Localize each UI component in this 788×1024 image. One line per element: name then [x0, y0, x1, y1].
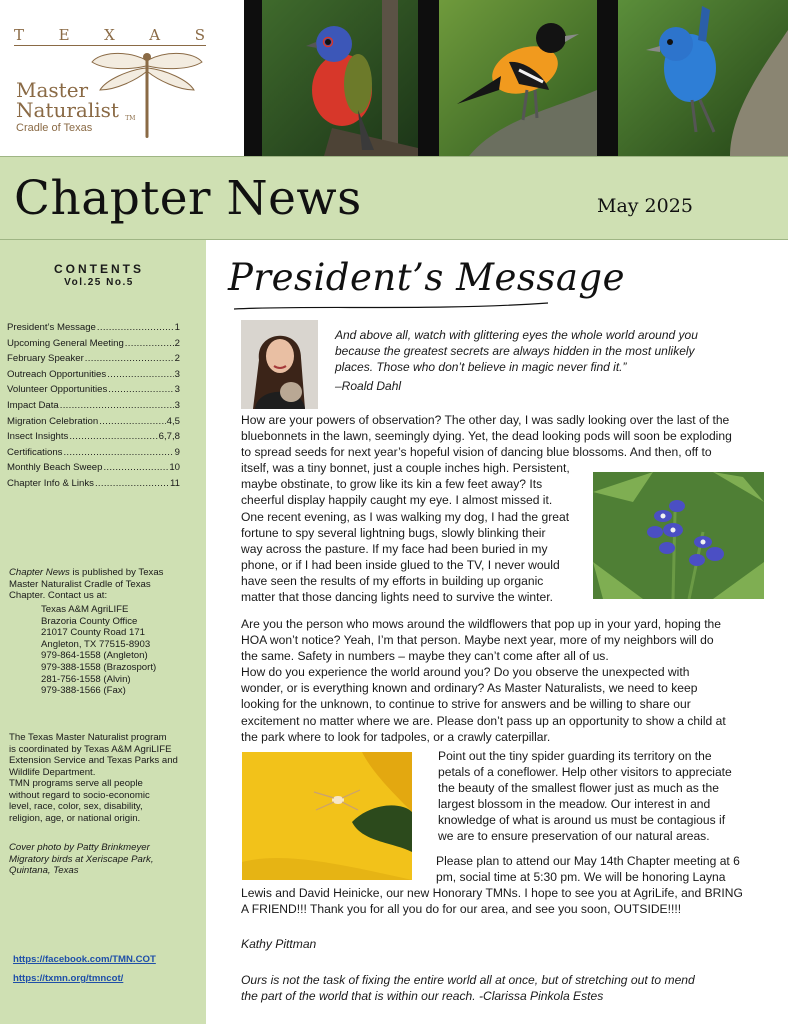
indigo-bunting-photo — [618, 0, 788, 156]
toc-item[interactable]: Volunteer Opportunities ..... 3 — [7, 382, 180, 398]
toc-item[interactable]: Monthly Beach Sweep ..... 10 — [7, 460, 180, 476]
opening-quote: And above all, watch with glittering eyes the whole world around you because the greatest secrets are always hidden in the most unlikely places. Those who don’t believe in magic never find it.” — [335, 328, 698, 374]
quote-attribution: –Roald Dahl — [335, 379, 402, 393]
bluebonnet-photo — [593, 472, 764, 599]
toc-item[interactable]: February Speaker ..... 2 — [7, 351, 180, 367]
logo-chapter: Cradle of Texas — [16, 122, 93, 134]
closing-quote: Ours is not the task of fixing the entire world all at once, but of stretching out to mend the part of the world that is within our reach. -Clarissa Pinkola Estes — [241, 973, 695, 1004]
toc-item[interactable]: Insect Insights ..... 6,7,8 — [7, 429, 180, 445]
article-title: President’s Message — [228, 256, 625, 299]
table-of-contents — [7, 320, 180, 492]
paragraph: How are your powers of observation? The other day, I was sadly looking over the last of the bluebonnets in the lawn, seemingly dying. Yet, the dead looking pods will soon be exploding to spread seeds for next year’s hopeful vision of dancing blue blossoms. And then, off to itself, was a tiny bonnet, just a couple inches high. Persistent, maybe obstinate, to grow like its kin a few feet away? Its cheerful display happily caught my eye. I almost missed it. One recent evening, as I was walking my dog, I had the great fortune to spy several lightning bugs, slowly blinking their way across the pasture. If my face had been buried in my phone, or if I had been inside glued to the TV, I never would have seen the results of my efforts in building up organic matter that those dancing lights need to survive the winter. — [241, 413, 732, 605]
paragraph: Are you the person who mows around the wildflowers that pop up in your yard, hoping the HOA won’t notice? Yeah, I’m that person. Maybe next year, more of my neighbors will do the same. Safety in numbers – maybe they can’t come after all of us. How do you experience the world around you? Do you observe the unexpected with wonder, or is everything known and ordinary? As Master Naturalists, we need to keep looking for the unknown, to continue to strive for answers and be willing to share our excitement no matter where we are. Please don’t pass up an opportunity to show a child at the park where to look for tadpoles, or a crawly caterpillar. — [241, 617, 726, 744]
newsletter-title: Chapter News — [14, 171, 362, 226]
logo-rule — [14, 45, 206, 46]
cover-photo-credit: Cover photo by Patty Brinkmeyer Migratory birds at Xeriscape Park, Quintana, Texas — [9, 842, 154, 877]
toc-item[interactable]: Outreach Opportunities ..... 3 — [7, 367, 180, 383]
paragraph: Please plan to attend our May 14th Chapter meeting at 6 pm, social time at 5:30 pm. We will be honoring Layna — [436, 854, 740, 885]
issue-date: May 2025 — [597, 195, 693, 217]
facebook-link[interactable]: https://facebook.com/TMN.COT — [13, 954, 156, 965]
volume-number: Vol.25 No.5 — [64, 277, 134, 288]
dragonfly-icon — [86, 48, 208, 140]
title-flourish — [232, 301, 552, 313]
newsletter-banner — [0, 156, 788, 240]
program-info: The Texas Master Naturalist program is coordinated by Texas A&M AgriLIFE Extension Service and Texas Parks and Wildlife Department. — [9, 732, 178, 778]
sidebar — [0, 240, 206, 1024]
paragraph: Lewis and David Heinicke, our new Honorary TMNs. I hope to see you at AgriLife, and BRING A FRIEND!!! Thank you for all you do for our area, and see you soon, OUTSIDE!!!! — [241, 886, 743, 917]
toc-item[interactable]: President’s Message ..... 1 — [7, 320, 180, 336]
tmn-logo — [0, 0, 244, 156]
logo-naturalist: Naturalist TM — [16, 98, 136, 122]
publisher-info: Chapter News is published by Texas Master Naturalist Cradle of Texas Chapter. Contact us at: — [9, 567, 164, 602]
logo-texas-wordmark: T E X A S — [14, 26, 206, 44]
paragraph: Point out the tiny spider guarding its territory on the petals of a coneflower. Help other visitors to appreciate the beauty of the smallest flower just as much as the largest blossom in the meadow. Our interest in and knowledge of what is around us must be contagious if we are to ensure preservation of our natural areas. — [438, 749, 732, 844]
signature: Kathy Pittman — [241, 937, 317, 951]
toc-item[interactable]: Impact Data ..... 3 — [7, 398, 180, 414]
nondiscrimination-statement: TMN programs serve all people without regard to socio-economic level, race, color, sex, disability, religion, age, or national origin. — [9, 778, 150, 824]
author-portrait — [241, 320, 318, 409]
toc-item[interactable]: Upcoming General Meeting ..... 2 — [7, 336, 180, 352]
toc-item[interactable]: Certifications ..... 9 — [7, 445, 180, 461]
coneflower-spider-photo — [242, 752, 412, 880]
logo-master: Master — [16, 78, 89, 102]
painted-bunting-photo — [262, 0, 418, 156]
baltimore-oriole-photo — [439, 0, 597, 156]
cover-photo-strip — [244, 0, 788, 156]
toc-item[interactable]: Chapter Info & Links ..... 11 — [7, 476, 180, 492]
contact-address: Texas A&M AgriLIFE Brazoria County Office 21017 County Road 171 Angleton, TX 77515-8903 979-864-1558 (Angleton) 979-388-1558 (Brazosport) 281-756-1558 (Alvin) 979-388-1566 (Fax) — [41, 604, 157, 697]
toc-item[interactable]: Migration Celebration ..... 4,5 — [7, 414, 180, 430]
chapter-website-link[interactable]: https://txmn.org/tmncot/ — [13, 973, 124, 984]
contents-heading: CONTENTS — [54, 262, 144, 276]
